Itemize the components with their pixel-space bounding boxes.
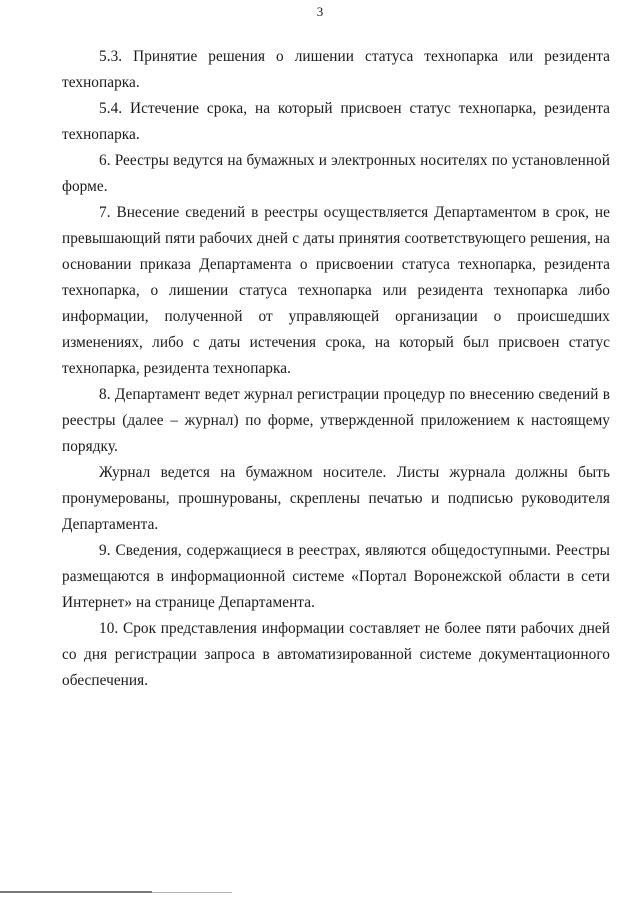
paragraph-journal: Журнал ведется на бумажном носителе. Листы журнала должны быть пронумерованы, прошнурованы, скреплены печатью и подписью руководителя Департамента.	[62, 464, 610, 533]
paragraph-9: 9. Сведения, содержащиеся в реестрах, являются общедоступными. Реестры размещаются в информационной системе «Портал Воронежской области в сети Интернет» на странице Департамента.	[62, 542, 610, 611]
scan-edge-line-faint	[152, 892, 232, 893]
paragraph-10: 10. Срок представления информации составляет не более пяти рабочих дней со дня регистрации запроса в автоматизированной системе документационного обеспечения.	[62, 620, 610, 689]
paragraph-5-4: 5.4. Истечение срока, на который присвоен статус технопарка, резидента технопарка.	[62, 100, 610, 143]
paragraph-5-3: 5.3. Принятие решения о лишении статуса технопарка или резидента технопарка.	[62, 48, 610, 91]
document-body	[62, 44, 610, 694]
scan-edge-line	[0, 891, 152, 893]
paragraph-8: 8. Департамент ведет журнал регистрации процедур по внесению сведений в реестры (далее – журнал) по форме, утвержденной приложением к настоящему порядку.	[62, 386, 610, 455]
paragraph-6: 6. Реестры ведутся на бумажных и электронных носителях по установленной форме.	[62, 152, 610, 195]
page-number: 3	[316, 4, 324, 19]
paragraph-7: 7. Внесение сведений в реестры осуществляется Департаментом в срок, не превышающий пяти рабочих дней с даты принятия соответствующего решения, на основании приказа Департамента о присвоении статуса технопарка, резидента технопарка, о лишении статуса технопарка или резидента технопарка либо информации, полученной от управляющей организации о происшедших изменениях, либо с даты истечения срока, на который был присвоен статус технопарка, резидента технопарка.	[62, 204, 610, 377]
